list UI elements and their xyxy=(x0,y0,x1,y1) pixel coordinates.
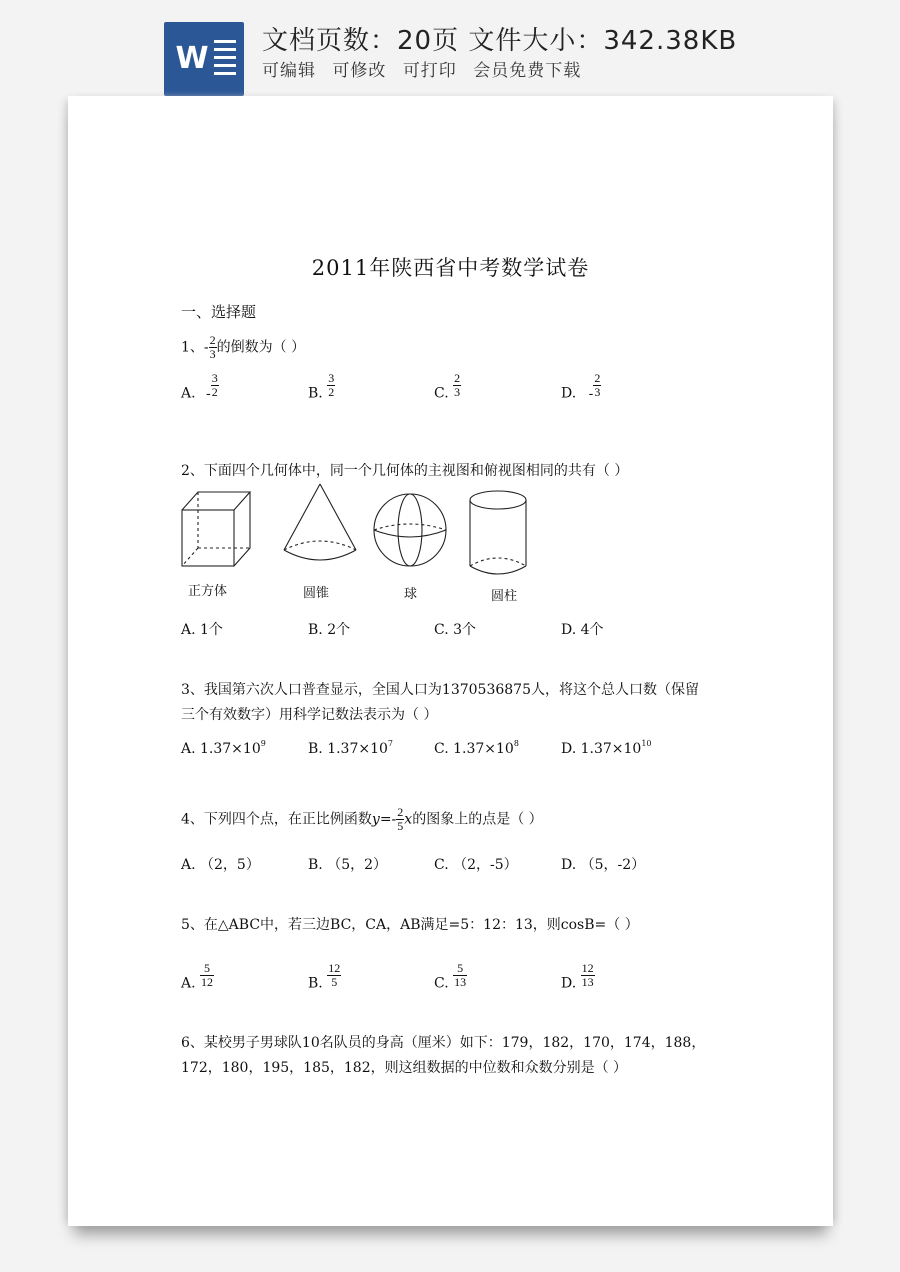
q4-option-b: B. （5，2） xyxy=(308,857,388,873)
question-6-line-1: 6、某校男子男球队10名队员的身高（厘米）如下：179，182，170，174，188， xyxy=(181,1035,706,1051)
q3-option-b: B. $1.37\times 10^7$ xyxy=(308,739,393,757)
q5-option-b: B. $\frac{12}{5}$ xyxy=(308,961,341,992)
q5-option-c: C. $\frac{5}{13}$ xyxy=(434,961,467,992)
word-file-icon xyxy=(164,22,244,96)
label-cube: 正方体 xyxy=(188,584,228,599)
feature-printable: 可打印 xyxy=(402,61,457,81)
q1-option-b: B. $\frac{3}{2}$ xyxy=(308,371,335,402)
q2-option-c: C. 3个 xyxy=(434,622,477,638)
q1-option-d: D. - $\frac{2}{3}$ xyxy=(561,371,601,402)
cone-figure xyxy=(284,484,356,560)
question-2: 2、下面四个几何体中，同一个几何体的主视图和俯视图相同的共有（ ） xyxy=(181,463,629,479)
feature-list xyxy=(262,56,591,81)
section-heading: 一、选择题 xyxy=(181,303,257,321)
q5-option-a: A. $\frac{5}{12}$ xyxy=(181,961,214,992)
document-page xyxy=(68,96,833,1226)
word-letter-w: W xyxy=(172,42,212,76)
question-4: 4、下列四个点，在正比例函数y=- $\frac{2}{5}$ x的图象上的点是（ ） xyxy=(181,805,543,833)
q1-option-a: A. - $\frac{3}{2}$ xyxy=(181,371,218,402)
q2-option-a: A. 1个 xyxy=(181,622,223,638)
question-1: 1、- $\frac{2}{3}$ 的倒数为（ ） xyxy=(181,333,306,361)
geometric-solids-figure xyxy=(178,480,558,580)
q4-option-a: A. （2，5） xyxy=(181,857,260,873)
question-6-line-2: 172，180，195，185，182，则这组数据的中位数和众数分别是（ ） xyxy=(181,1060,628,1076)
feature-editable: 可编辑 xyxy=(262,61,316,81)
q2-option-d: D. 4个 xyxy=(561,622,604,638)
q3-option-d: D. $1.37\times 10^{10}$ xyxy=(561,739,652,757)
label-cylinder: 圆柱 xyxy=(491,589,518,604)
cube-figure xyxy=(182,492,250,566)
q4-option-d: D. （5，-2） xyxy=(561,857,646,873)
label-cone: 圆锥 xyxy=(303,586,330,601)
q4-option-c: C. （2，-5） xyxy=(434,857,518,873)
label-sphere: 球 xyxy=(404,587,418,602)
fraction: $\frac{2}{3}$ xyxy=(209,333,216,361)
question-5: 5、在△ABC中，若三边BC，CA，AB满足=5：12：13，则cosB=（ ） xyxy=(181,917,639,933)
doc-info: 文档页数：20页 文件大小：342.38KB xyxy=(262,26,738,56)
q2-option-b: B. 2个 xyxy=(308,622,351,638)
q3-option-a: A. $1.37\times 10^9$ xyxy=(181,739,266,757)
q1-option-c: C. $\frac{2}{3}$ xyxy=(434,371,461,402)
sphere-figure xyxy=(374,494,446,566)
q3-option-c: C. $1.37\times 10^8$ xyxy=(434,739,519,757)
word-icon-lines xyxy=(214,40,236,80)
question-3-line-2: 三个有效数字）用科学记数法表示为（ ） xyxy=(181,707,438,723)
question-3-line-1: 3、我国第六次人口普查显示，全国人口为1370536875人，将这个总人口数（保留 xyxy=(181,682,699,698)
feature-modifiable: 可修改 xyxy=(332,61,387,81)
q5-option-d: D. $\frac{12}{13}$ xyxy=(561,961,594,992)
cylinder-figure xyxy=(470,491,526,574)
feature-free-download: 会员免费下载 xyxy=(473,61,582,81)
doc-title: 2011年陕西省中考数学试卷 xyxy=(311,256,590,280)
